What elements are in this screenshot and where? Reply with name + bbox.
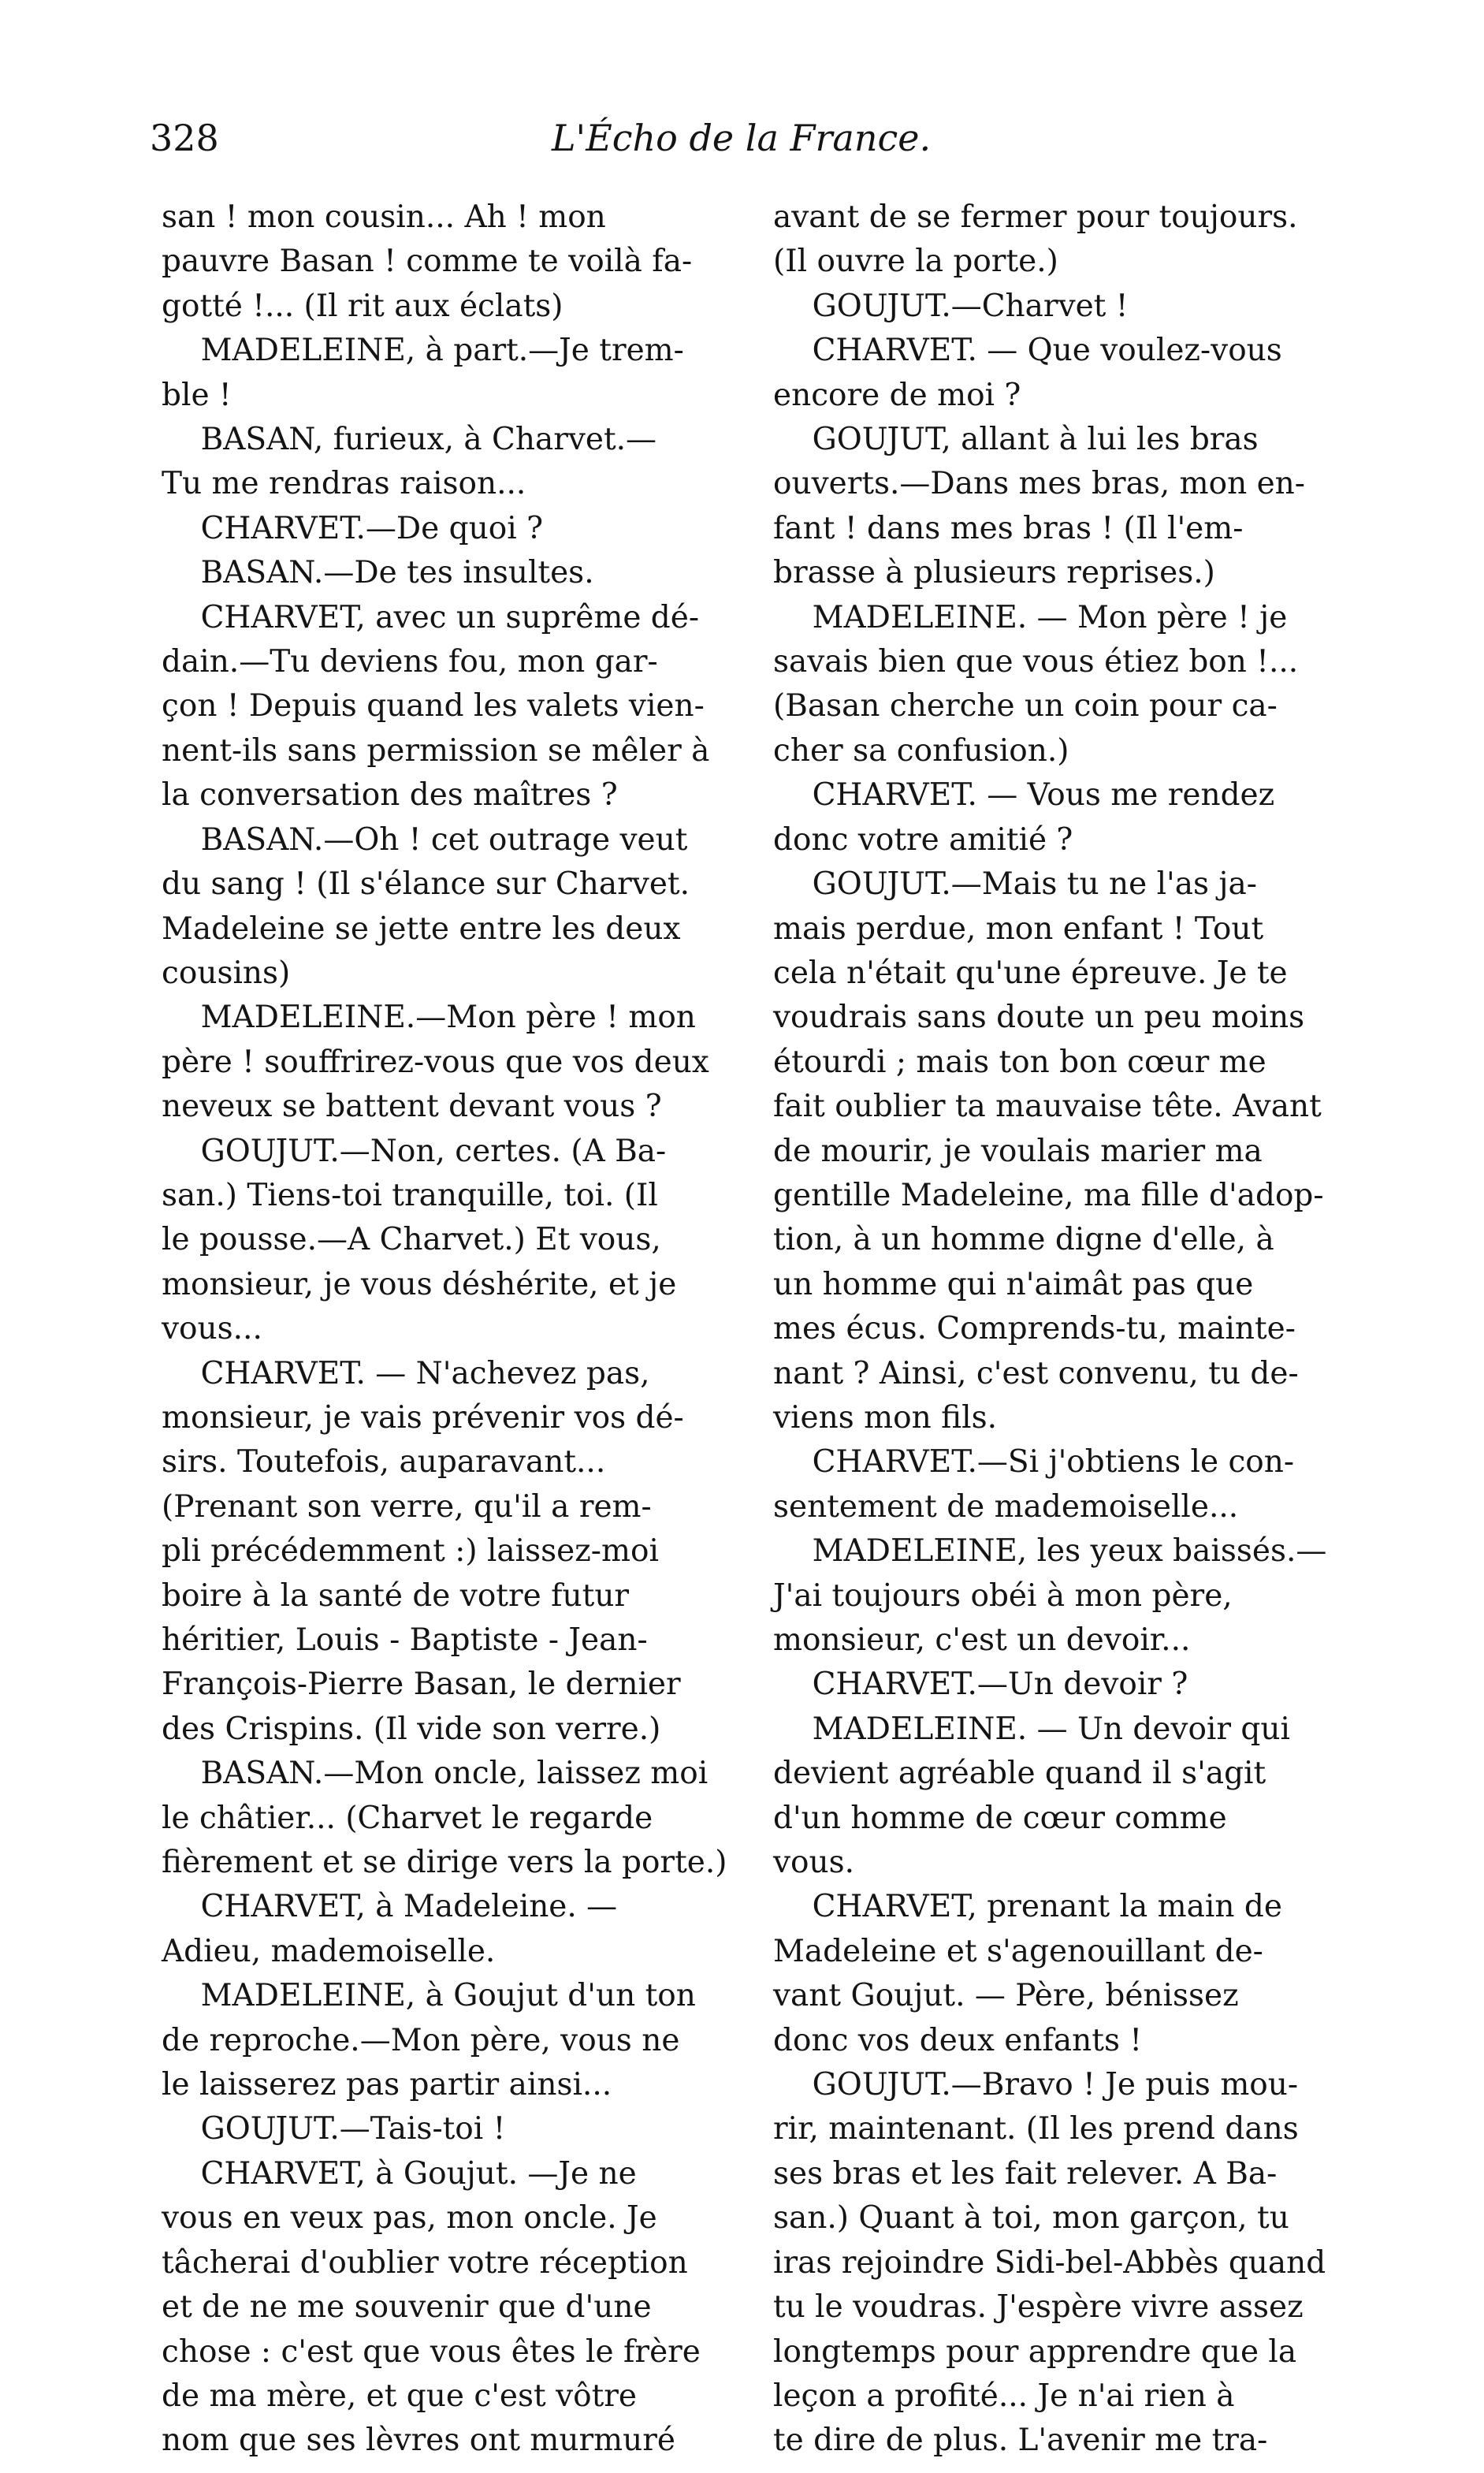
text-line: iras rejoindre Sidi-bel-Abbès quand: [773, 2244, 1326, 2281]
text-line: le châtier... (Charvet le regarde: [162, 1800, 653, 1836]
text-line: (Basan cherche un coin pour ca-: [773, 688, 1278, 724]
page-number: 328: [150, 117, 219, 159]
text-line: sentement de mademoiselle...: [773, 1488, 1239, 1525]
text-line: san.) Tiens-toi tranquille, toi. (Il: [162, 1177, 658, 1213]
text-line: J'ai toujours obéi à mon père,: [773, 1577, 1233, 1614]
text-line: vous en veux pas, mon oncle. Je: [162, 2200, 657, 2237]
text-line: cher sa confusion.): [773, 732, 1069, 769]
text-line: vant Goujut. — Père, bénissez: [773, 1978, 1239, 2014]
text-line: CHARVET. — Que voulez-vous: [773, 333, 1282, 369]
text-line: Madeleine se jette entre les deux: [162, 911, 681, 947]
text-line: tâcherai d'oublier votre réception: [162, 2244, 688, 2281]
text-line: tion, à un homme digne d'elle, à: [773, 1222, 1274, 1258]
text-line: MADELEINE, à Goujut d'un ton: [162, 1978, 696, 2014]
text-line: CHARVET. — N'achevez pas,: [162, 1355, 650, 1391]
text-line: nent-ils sans permission se mêler à: [162, 732, 710, 769]
text-line: nant ? Ainsi, c'est convenu, tu de-: [773, 1355, 1299, 1391]
text-line: fant ! dans mes bras ! (Il l'em-: [773, 510, 1244, 546]
text-line: viens mon fils.: [773, 1399, 997, 1436]
text-line: GOUJUT, allant à lui les bras: [773, 422, 1259, 458]
text-line: Tu me rendras raison...: [162, 466, 526, 502]
text-line: avant de se fermer pour toujours.: [773, 199, 1298, 235]
text-line: la conversation des maîtres ?: [162, 777, 618, 814]
text-line: cela n'était qu'une épreuve. Je te: [773, 955, 1288, 991]
text-line: de ma mère, et que c'est vôtre: [162, 2378, 637, 2414]
text-line: savais bien que vous étiez bon !...: [773, 644, 1299, 680]
text-line: Madeleine et s'agenouillant de-: [773, 1933, 1263, 1969]
text-line: gotté !... (Il rit aux éclats): [162, 288, 563, 324]
text-line: (Il ouvre la porte.): [773, 244, 1058, 280]
text-line: pauvre Basan ! comme te voilà fa-: [162, 244, 693, 280]
running-title: L'Écho de la France.: [552, 117, 932, 159]
text-line: pli précédemment :) laissez-moi: [162, 1533, 659, 1570]
text-line: vous.: [773, 1845, 855, 1881]
text-line: des Crispins. (Il vide son verre.): [162, 1711, 661, 1747]
text-line: et de ne me souvenir que d'une: [162, 2289, 652, 2326]
text-line: monsieur, c'est un devoir...: [773, 1622, 1191, 1658]
text-line: sirs. Toutefois, auparavant...: [162, 1444, 606, 1480]
text-line: encore de moi ?: [773, 377, 1021, 413]
text-line: ble !: [162, 377, 232, 413]
text-line: du sang ! (Il s'élance sur Charvet.: [162, 866, 690, 903]
text-line: dain.—Tu deviens fou, mon gar-: [162, 644, 658, 680]
text-line: te dire de plus. L'avenir me tra-: [773, 2423, 1268, 2459]
left-column: [162, 196, 733, 2464]
text-line: ouverts.—Dans mes bras, mon en-: [773, 466, 1305, 502]
text-line: de reproche.—Mon père, vous ne: [162, 2022, 680, 2058]
text-line: donc vos deux enfants !: [773, 2022, 1143, 2058]
text-line: MADELEINE, les yeux baissés.—: [773, 1533, 1327, 1570]
text-line: cousins): [162, 955, 291, 991]
text-line: BASAN.—De tes insultes.: [162, 555, 594, 591]
text-line: le laisserez pas partir ainsi...: [162, 2067, 612, 2103]
text-line: CHARVET. — Vous me rendez: [773, 777, 1275, 814]
text-line: GOUJUT.—Bravo ! Je puis mou-: [773, 2067, 1299, 2103]
text-line: MADELEINE. — Mon père ! je: [773, 599, 1288, 635]
text-line: ses bras et les fait relever. A Ba-: [773, 2155, 1278, 2192]
page-header: [0, 117, 1484, 173]
text-line: brasse à plusieurs reprises.): [773, 555, 1215, 591]
text-line: étourdi ; mais ton bon cœur me: [773, 1044, 1266, 1080]
text-line: BASAN, furieux, à Charvet.—: [162, 422, 657, 458]
text-line: voudrais sans doute un peu moins: [773, 1000, 1305, 1036]
text-line: (Prenant son verre, qu'il a rem-: [162, 1488, 652, 1525]
text-line: CHARVET.—Si j'obtiens le con-: [773, 1444, 1295, 1480]
text-line: MADELEINE, à part.—Je trem-: [162, 333, 684, 369]
text-line: CHARVET, avec un suprême dé-: [162, 599, 700, 635]
text-line: monsieur, je vous déshérite, et je: [162, 1266, 677, 1302]
text-line: neveux se battent devant vous ?: [162, 1089, 662, 1125]
text-line: chose : c'est que vous êtes le frère: [162, 2333, 701, 2370]
text-line: GOUJUT.—Mais tu ne l'as ja-: [773, 866, 1257, 903]
text-line: CHARVET.—Un devoir ?: [773, 1667, 1188, 1703]
text-line: GOUJUT.—Non, certes. (A Ba-: [162, 1133, 667, 1169]
text-line: héritier, Louis - Baptiste - Jean-: [162, 1622, 648, 1658]
text-line: MADELEINE. — Un devoir qui: [773, 1711, 1290, 1747]
text-line: Adieu, mademoiselle.: [162, 1933, 496, 1969]
text-line: GOUJUT.—Charvet !: [773, 288, 1129, 324]
text-line: san.) Quant à toi, mon garçon, tu: [773, 2200, 1289, 2237]
text-line: BASAN.—Oh ! cet outrage veut: [162, 821, 688, 858]
text-line: tu le voudras. J'espère vivre assez: [773, 2289, 1304, 2326]
text-line: MADELEINE.—Mon père ! mon: [162, 1000, 696, 1036]
text-line: BASAN.—Mon oncle, laissez moi: [162, 1756, 709, 1792]
text-line: leçon a profité... Je n'ai rien à: [773, 2378, 1235, 2414]
text-line: rir, maintenant. (Il les prend dans: [773, 2111, 1299, 2147]
text-line: san ! mon cousin... Ah ! mon: [162, 199, 606, 235]
text-line: de mourir, je voulais marier ma: [773, 1133, 1263, 1169]
text-line: donc votre amitié ?: [773, 821, 1073, 858]
text-line: père ! souffrirez-vous que vos deux: [162, 1044, 709, 1080]
text-line: CHARVET.—De quoi ?: [162, 510, 543, 546]
text-line: fait oublier ta mauvaise tête. Avant: [773, 1089, 1322, 1125]
text-line: çon ! Depuis quand les valets vien-: [162, 688, 705, 724]
text-line: nom que ses lèvres ont murmuré: [162, 2423, 675, 2459]
text-line: devient agréable quand il s'agit: [773, 1756, 1266, 1792]
text-line: CHARVET, à Goujut. —Je ne: [162, 2155, 637, 2192]
text-line: GOUJUT.—Tais-toi !: [162, 2111, 506, 2147]
text-line: François-Pierre Basan, le dernier: [162, 1667, 681, 1703]
text-line: gentille Madeleine, ma fille d'adop-: [773, 1177, 1324, 1213]
text-line: d'un homme de cœur comme: [773, 1800, 1227, 1836]
text-line: boire à la santé de votre futur: [162, 1577, 630, 1614]
text-line: longtemps pour apprendre que la: [773, 2333, 1297, 2370]
text-line: fièrement et se dirige vers la porte.): [162, 1845, 727, 1881]
text-line: monsieur, je vais prévenir vos dé-: [162, 1399, 684, 1436]
text-line: CHARVET, prenant la main de: [773, 1889, 1282, 1925]
text-line: un homme qui n'aimât pas que: [773, 1266, 1254, 1302]
text-line: mais perdue, mon enfant ! Tout: [773, 911, 1264, 947]
text-line: CHARVET, à Madeleine. —: [162, 1889, 618, 1925]
text-line: le pousse.—A Charvet.) Et vous,: [162, 1222, 661, 1258]
text-line: mes écus. Comprends-tu, mainte-: [773, 1311, 1296, 1347]
right-column: [773, 196, 1345, 2464]
text-line: vous...: [162, 1311, 262, 1347]
